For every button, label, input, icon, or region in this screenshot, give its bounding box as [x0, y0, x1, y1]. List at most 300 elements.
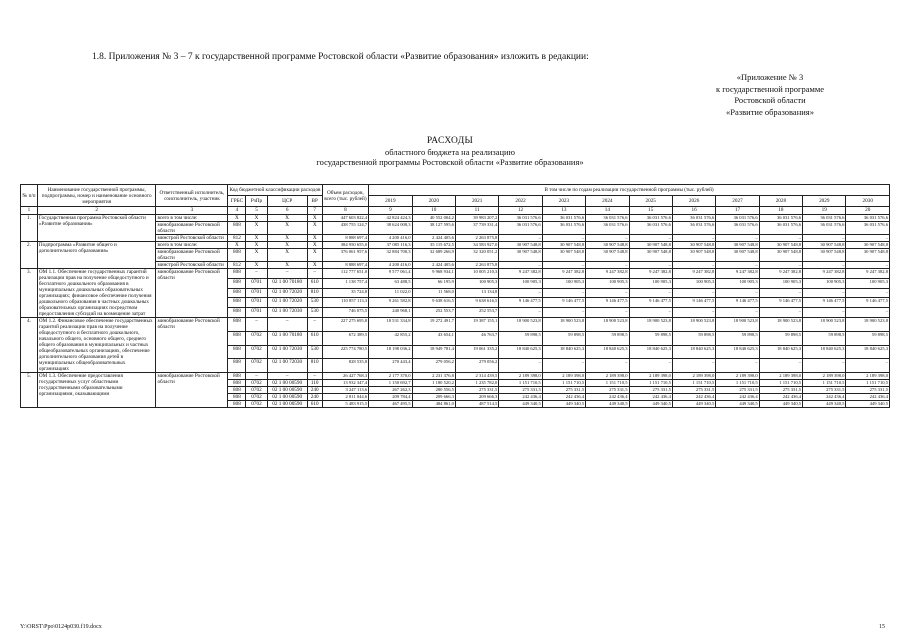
- row-executor: минобразование Ростовской области: [156, 249, 228, 262]
- cell-year-value: 2 189 398,0: [629, 373, 672, 380]
- cell-year-value: –: [586, 288, 629, 298]
- cell-year-value: 2 231 376,8: [412, 373, 455, 380]
- cell-year-value: 275 331,5: [586, 387, 629, 394]
- cell-year-value: 100 905,3: [846, 278, 890, 288]
- cell-total: 1 138 757,4: [322, 278, 369, 288]
- cell-grbs: 808: [228, 380, 246, 387]
- cell-year-value: 4 200 416,0: [369, 235, 412, 242]
- cell-year-value: 36 031 576,6: [846, 222, 890, 235]
- cell-year-value: 36 031 576,6: [759, 215, 802, 222]
- cell-year-value: 2 189 398,0: [542, 373, 585, 380]
- cell-total: 3 247 113,6: [322, 387, 369, 394]
- cell-rzpr: X: [246, 215, 267, 222]
- cell-year-value: 100 905,3: [716, 278, 759, 288]
- row-executor: минстрой Ростовской области: [156, 235, 228, 242]
- cell-year-value: 11 022,0: [369, 288, 412, 298]
- cell-year-value: 18 840 625,3: [672, 345, 715, 359]
- cell-csr: X: [267, 235, 307, 242]
- cell-vr: X: [307, 242, 322, 249]
- cell-year-value: 46 763,7: [455, 331, 498, 345]
- cell-total: 5 483 915,5: [322, 401, 369, 408]
- cell-vr: 810: [307, 288, 322, 298]
- cell-year-value: –: [629, 288, 672, 298]
- cell-year-value: 9 247 382,8: [586, 269, 629, 279]
- cell-year-value: 2 263 875,8: [455, 262, 498, 269]
- cell-rzpr: X: [246, 249, 267, 262]
- cell-year-value: 36 031 576,6: [629, 222, 672, 235]
- row-executor: минстрой Ростовской области: [156, 262, 228, 269]
- cell-year-value: –: [629, 235, 672, 242]
- cell-year-value: –: [759, 308, 802, 318]
- cell-csr: X: [267, 242, 307, 249]
- cell-total: 828 535,8: [322, 359, 369, 373]
- cell-vr: 610: [307, 278, 322, 288]
- column-number: 5: [246, 207, 267, 215]
- cell-year-value: –: [846, 308, 890, 318]
- cell-year-value: 36 031 576,6: [542, 215, 585, 222]
- cell-rzpr: 0701: [246, 298, 267, 308]
- cell-year-value: 9 247 382,8: [499, 269, 542, 279]
- cell-year-value: 36 031 576,6: [716, 215, 759, 222]
- column-number: 15: [629, 207, 672, 215]
- cell-year-value: 36 031 576,6: [803, 215, 846, 222]
- cell-total: 8 888 697,4: [322, 262, 369, 269]
- cell-year-value: 18 949 781,4: [412, 345, 455, 359]
- cell-vr: X: [307, 235, 322, 242]
- cell-csr: 02 1 00 70180: [267, 331, 307, 345]
- header-year: 2030: [846, 196, 890, 207]
- cell-year-value: 9 247 382,8: [542, 269, 585, 279]
- cell-year-value: 18 840 625,3: [629, 345, 672, 359]
- cell-year-value: –: [542, 308, 585, 318]
- cell-year-value: 59 898,5: [803, 331, 846, 345]
- cell-total: 447 603 822,4: [322, 215, 369, 222]
- cell-year-value: 30 907 548,8: [629, 249, 672, 262]
- column-number: 7: [307, 207, 322, 215]
- cell-year-value: 240 968,1: [369, 308, 412, 318]
- expenses-table: [20, 184, 890, 408]
- cell-year-value: 39 983 207,2: [455, 215, 498, 222]
- cell-year-value: 1 151 710,5: [586, 380, 629, 387]
- cell-grbs: 808: [228, 288, 246, 298]
- footer-file-path: Y:\ORST\Ppo\0124p030.f19.docx: [20, 624, 102, 630]
- cell-year-value: 100 905,3: [672, 278, 715, 288]
- cell-year-value: 19 272 491,7: [412, 318, 455, 332]
- cell-year-value: 242 436,4: [846, 394, 890, 401]
- cell-year-value: 275 331,5: [759, 387, 802, 394]
- cell-year-value: –: [499, 235, 542, 242]
- cell-year-value: –: [716, 288, 759, 298]
- row-number: 3.: [21, 269, 38, 318]
- column-number: 20: [846, 207, 890, 215]
- cell-rzpr: 0702: [246, 380, 267, 387]
- cell-year-value: 449 340,5: [716, 401, 759, 408]
- cell-year-value: 36 031 576,6: [499, 215, 542, 222]
- cell-grbs: 808: [228, 222, 246, 235]
- cell-year-value: 9 247 382,8: [803, 269, 846, 279]
- row-number: 2.: [21, 242, 38, 269]
- cell-year-value: 30 907 548,8: [759, 249, 802, 262]
- cell-total: 13 932 347,4: [322, 380, 369, 387]
- cell-grbs: 808: [228, 373, 246, 380]
- cell-year-value: 209 784,4: [369, 394, 412, 401]
- cell-year-value: 242 436,4: [672, 394, 715, 401]
- cell-grbs: 808: [228, 387, 246, 394]
- cell-year-value: 34 583 927,0: [455, 242, 498, 249]
- cell-year-value: 449 340,5: [803, 401, 846, 408]
- cell-year-value: 242 436,4: [716, 394, 759, 401]
- header-executor: Ответственный исполнитель, соисполнитель, участник: [156, 185, 228, 207]
- cell-grbs: 812: [228, 235, 246, 242]
- cell-year-value: –: [586, 262, 629, 269]
- header-rzpr: РзПр: [246, 196, 267, 207]
- header-by-years: В том числе по годам реализации государственной программы (тыс. рублей): [369, 185, 890, 196]
- cell-vr: X: [307, 222, 322, 235]
- header-total: Объем расходов, всего (тыс. рублей): [322, 185, 369, 207]
- cell-year-value: –: [716, 235, 759, 242]
- cell-year-value: 42 824 424,3: [369, 215, 412, 222]
- cell-year-value: 30 907 548,8: [586, 249, 629, 262]
- column-number: 4: [228, 207, 246, 215]
- cell-year-value: 18 840 625,3: [499, 345, 542, 359]
- cell-year-value: 9 261 582,8: [369, 298, 412, 308]
- cell-year-value: 18 900 523,8: [542, 318, 585, 332]
- cell-year-value: 30 907 548,8: [716, 242, 759, 249]
- cell-year-value: 9 146 477,5: [629, 298, 672, 308]
- appendix-line: «Приложение № 3: [736, 72, 804, 82]
- cell-grbs: 808: [228, 345, 246, 359]
- cell-year-value: 18 840 625,3: [846, 345, 890, 359]
- cell-year-value: 267 262,3: [369, 387, 412, 394]
- intro-text: 1.8. Приложения № 3 – 7 к государственной программе Ростовской области «Развитие образования» изложить в редакции:: [92, 52, 589, 62]
- cell-year-value: 30 907 548,8: [672, 242, 715, 249]
- cell-rzpr: 0702: [246, 401, 267, 408]
- table-row: [21, 242, 890, 249]
- cell-year-value: 18 900 523,8: [629, 318, 672, 332]
- title-line: РАСХОДЫ: [426, 136, 474, 146]
- cell-vr: 530: [307, 308, 322, 318]
- header-year: 2028: [759, 196, 802, 207]
- cell-year-value: 9 638 616,5: [412, 298, 455, 308]
- cell-year-value: 18 531 334,8: [369, 318, 412, 332]
- cell-year-value: 280 556,5: [412, 387, 455, 394]
- cell-year-value: 18 840 625,3: [586, 345, 629, 359]
- row-number: 5.: [21, 373, 38, 408]
- cell-grbs: 808: [228, 269, 246, 279]
- cell-csr: 02 1 00 00590: [267, 387, 307, 394]
- cell-total: 376 061 957,6: [322, 249, 369, 262]
- cell-total: 746 075,5: [322, 308, 369, 318]
- cell-year-value: –: [629, 308, 672, 318]
- cell-year-value: 9 146 477,5: [672, 298, 715, 308]
- cell-year-value: 275 331,5: [629, 387, 672, 394]
- cell-year-value: 18 840 625,3: [759, 345, 802, 359]
- cell-year-value: 30 907 548,8: [499, 249, 542, 262]
- cell-vr: 610: [307, 331, 322, 345]
- cell-year-value: 252 553,7: [455, 308, 498, 318]
- cell-rzpr: X: [246, 262, 267, 269]
- cell-vr: 530: [307, 298, 322, 308]
- cell-year-value: 100 905,3: [586, 278, 629, 288]
- cell-csr: X: [267, 215, 307, 222]
- row-executor: минобразование Ростовской области: [156, 318, 228, 373]
- cell-year-value: 59 898,5: [716, 331, 759, 345]
- header-year: 2026: [672, 196, 715, 207]
- row-number: 1.: [21, 215, 38, 242]
- header-year: 2019: [369, 196, 412, 207]
- column-number: 18: [759, 207, 802, 215]
- cell-year-value: 30 907 548,8: [586, 242, 629, 249]
- cell-year-value: 36 031 576,6: [846, 215, 890, 222]
- header-year: 2022: [499, 196, 542, 207]
- cell-year-value: 36 031 576,6: [759, 222, 802, 235]
- cell-year-value: 36 031 576,6: [499, 222, 542, 235]
- row-executor: минобразование Ростовской области: [156, 373, 228, 408]
- header-budget-code: Код бюджетной классификации расходов: [228, 185, 322, 196]
- row-number: 4.: [21, 318, 38, 373]
- cell-year-value: 2 189 398,0: [803, 373, 846, 380]
- cell-year-value: 242 436,4: [586, 394, 629, 401]
- cell-csr: 02 1 00 72030: [267, 359, 307, 373]
- cell-year-value: 18 840 625,3: [716, 345, 759, 359]
- cell-year-value: 1 151 710,5: [542, 380, 585, 387]
- cell-year-value: –: [542, 359, 585, 373]
- document-title: [240, 136, 660, 168]
- cell-year-value: –: [846, 288, 890, 298]
- header-csr: ЦСР: [267, 196, 307, 207]
- appendix-line: к государственной программе: [715, 83, 825, 94]
- cell-year-value: –: [803, 308, 846, 318]
- cell-vr: –: [307, 269, 322, 279]
- cell-year-value: 449 340,5: [672, 401, 715, 408]
- cell-year-value: 9 968 934,1: [412, 269, 455, 279]
- cell-rzpr: –: [246, 318, 267, 332]
- cell-year-value: 275 331,5: [803, 387, 846, 394]
- cell-grbs: 812: [228, 262, 246, 269]
- header-year: 2021: [455, 196, 498, 207]
- cell-year-value: 2 424 405,6: [412, 235, 455, 242]
- cell-year-value: 242 436,4: [542, 394, 585, 401]
- row-name: ОМ 1.2. Финансовое обеспечение государственных гарантий реализации прав на получение общедоступного и бесплатного дошкольного, начального общего, основного общего, среднего общего образования в муниципальных и частных общеобразовательных организациях, обеспечение дополнительного образования детей в муниципальных общеобразовательных организациях: [37, 318, 156, 373]
- cell-grbs: X: [228, 215, 246, 222]
- cell-total: 112 777 651,0: [322, 269, 369, 279]
- cell-year-value: 9 247 382,8: [716, 269, 759, 279]
- cell-year-value: 484 861,0: [412, 401, 455, 408]
- header-year: 2023: [542, 196, 585, 207]
- column-number: 9: [369, 207, 412, 215]
- cell-rzpr: X: [246, 235, 267, 242]
- cell-year-value: 2 189 398,0: [672, 373, 715, 380]
- cell-year-value: 30 907 548,8: [803, 242, 846, 249]
- cell-year-value: 100 905,3: [759, 278, 802, 288]
- cell-year-value: 467 495,5: [369, 401, 412, 408]
- cell-year-value: 19 061 335,2: [455, 345, 498, 359]
- cell-year-value: 275 331,5: [455, 387, 498, 394]
- cell-year-value: 36 031 576,6: [542, 222, 585, 235]
- cell-year-value: 9 146 477,5: [542, 298, 585, 308]
- cell-total: 8 888 697,4: [322, 235, 369, 242]
- cell-year-value: 449 340,5: [629, 401, 672, 408]
- column-number: 14: [586, 207, 629, 215]
- cell-csr: 02 1 00 72020: [267, 298, 307, 308]
- cell-year-value: 38 624 008,3: [369, 222, 412, 235]
- cell-year-value: 11 568,0: [412, 288, 455, 298]
- cell-year-value: –: [499, 359, 542, 373]
- cell-year-value: 1 151 710,5: [672, 380, 715, 387]
- cell-year-value: 270 443,4: [369, 359, 412, 373]
- header-year: 2025: [629, 196, 672, 207]
- cell-csr: X: [267, 262, 307, 269]
- cell-year-value: 35 115 672,5: [412, 242, 455, 249]
- cell-year-value: 1 151 710,5: [499, 380, 542, 387]
- cell-year-value: 449 340,5: [542, 401, 585, 408]
- cell-year-value: 2 189 398,0: [716, 373, 759, 380]
- title-line: областного бюджета на реализацию: [385, 146, 515, 157]
- cell-year-value: 242 436,4: [629, 394, 672, 401]
- cell-year-value: 2 189 398,0: [586, 373, 629, 380]
- cell-vr: X: [307, 249, 322, 262]
- cell-year-value: 30 907 548,8: [542, 242, 585, 249]
- column-number: 6: [267, 207, 307, 215]
- cell-year-value: 59 898,5: [846, 331, 890, 345]
- cell-year-value: –: [846, 359, 890, 373]
- cell-year-value: 2 177 370,0: [369, 373, 412, 380]
- cell-year-value: –: [586, 235, 629, 242]
- cell-year-value: 37 085 116,3: [369, 242, 412, 249]
- cell-year-value: 9 146 477,5: [846, 298, 890, 308]
- cell-year-value: –: [846, 235, 890, 242]
- cell-year-value: 30 907 548,8: [846, 249, 890, 262]
- cell-year-value: 100 905,3: [499, 278, 542, 288]
- header-vr: ВР: [307, 196, 322, 207]
- table-row: [21, 269, 890, 279]
- cell-year-value: –: [759, 262, 802, 269]
- cell-year-value: 30 907 548,8: [759, 242, 802, 249]
- cell-year-value: 2 189 398,0: [846, 373, 890, 380]
- cell-year-value: 36 031 576,6: [629, 215, 672, 222]
- header-year: 2024: [586, 196, 629, 207]
- cell-csr: 02 1 00 72030: [267, 308, 307, 318]
- cell-year-value: 63 488,5: [369, 278, 412, 288]
- cell-year-value: 36 031 576,6: [586, 222, 629, 235]
- cell-year-value: 30 907 548,8: [716, 249, 759, 262]
- column-number: 16: [672, 207, 715, 215]
- column-number: 13: [542, 207, 585, 215]
- row-name: Государственная программа Ростовской области «Развитие образования»: [37, 215, 156, 242]
- cell-year-value: 18 900 523,8: [672, 318, 715, 332]
- cell-year-value: 18 900 523,8: [759, 318, 802, 332]
- cell-year-value: 275 331,5: [716, 387, 759, 394]
- cell-year-value: 30 907 548,8: [499, 242, 542, 249]
- cell-year-value: –: [586, 308, 629, 318]
- cell-year-value: 18 900 523,8: [586, 318, 629, 332]
- cell-grbs: 808: [228, 308, 246, 318]
- cell-csr: –: [267, 269, 307, 279]
- title-line: государственной программы Ростовской области «Развитие образования»: [316, 157, 584, 167]
- cell-year-value: 1 151 710,5: [846, 380, 890, 387]
- column-number: 17: [716, 207, 759, 215]
- cell-year-value: 487 514,5: [455, 401, 498, 408]
- cell-year-value: 275 331,5: [672, 387, 715, 394]
- cell-rzpr: 0701: [246, 288, 267, 298]
- cell-year-value: 18 840 625,3: [542, 345, 585, 359]
- cell-grbs: 808: [228, 401, 246, 408]
- cell-csr: 02 1 00 00590: [267, 401, 307, 408]
- cell-year-value: 2 189 398,0: [759, 373, 802, 380]
- cell-year-value: –: [672, 308, 715, 318]
- table-row: [21, 318, 890, 332]
- cell-csr: X: [267, 249, 307, 262]
- cell-rzpr: 0702: [246, 387, 267, 394]
- cell-year-value: 279 056,2: [455, 359, 498, 373]
- cell-year-value: 66 195,9: [412, 278, 455, 288]
- header-year: 2027: [716, 196, 759, 207]
- cell-year-value: 1 151 710,5: [759, 380, 802, 387]
- cell-total: 35 724,8: [322, 288, 369, 298]
- cell-year-value: –: [499, 308, 542, 318]
- cell-year-value: 32 884 700,3: [369, 249, 412, 262]
- cell-vr: X: [307, 262, 322, 269]
- cell-year-value: 40 552 004,2: [412, 215, 455, 222]
- appendix-line: «Развитие образования»: [726, 106, 814, 117]
- cell-total: 110 857 113,3: [322, 298, 369, 308]
- cell-grbs: 808: [228, 298, 246, 308]
- row-executor: минобразование Ростовской области: [156, 222, 228, 235]
- cell-year-value: 59 898,5: [629, 331, 672, 345]
- cell-year-value: –: [499, 262, 542, 269]
- cell-year-value: 30 907 548,8: [629, 242, 672, 249]
- cell-rzpr: 0702: [246, 394, 267, 401]
- cell-grbs: 808: [228, 394, 246, 401]
- cell-vr: –: [307, 373, 322, 380]
- cell-year-value: 449 340,5: [586, 401, 629, 408]
- cell-year-value: 18 840 625,3: [803, 345, 846, 359]
- cell-csr: –: [267, 373, 307, 380]
- cell-year-value: –: [629, 262, 672, 269]
- cell-year-value: 36 031 576,6: [586, 215, 629, 222]
- cell-rzpr: 0701: [246, 278, 267, 288]
- cell-vr: 530: [307, 345, 322, 359]
- cell-year-value: 36 031 576,6: [672, 215, 715, 222]
- cell-total: 2 811 044,6: [322, 394, 369, 401]
- cell-year-value: 100 905,3: [455, 278, 498, 288]
- cell-year-value: 100 905,3: [542, 278, 585, 288]
- cell-year-value: 59 898,5: [542, 331, 585, 345]
- cell-year-value: 100 905,3: [803, 278, 846, 288]
- cell-year-value: 209 666,3: [412, 394, 455, 401]
- table-row: [21, 373, 890, 380]
- cell-csr: 02 1 00 70180: [267, 278, 307, 288]
- cell-year-value: 2 314 439,5: [455, 373, 498, 380]
- cell-year-value: –: [803, 288, 846, 298]
- cell-year-value: –: [586, 359, 629, 373]
- cell-year-value: 30 907 548,8: [672, 249, 715, 262]
- cell-csr: 02 1 00 00590: [267, 394, 307, 401]
- header-grbs: ГРБС: [228, 196, 246, 207]
- cell-year-value: 59 898,5: [499, 331, 542, 345]
- header-no: № п/п: [21, 185, 38, 207]
- row-executor: всего в том числе:: [156, 242, 228, 249]
- cell-vr: X: [307, 215, 322, 222]
- cell-total: 384 950 655,0: [322, 242, 369, 249]
- cell-year-value: 1 150 692,7: [369, 380, 412, 387]
- row-name: ОМ 1.1. Обеспечение государственных гарантий реализации прав на получение общедоступного и бесплатного дошкольного образования в муниципальных дошкольных образовательных организациях; финансовое обеспечение получения дошкольного образования в частных дошкольных образовательных организациях посредством предоставления субсидий на возмещение затрат: [37, 269, 156, 318]
- cell-year-value: –: [542, 262, 585, 269]
- cell-year-value: 242 436,4: [499, 394, 542, 401]
- cell-grbs: X: [228, 242, 246, 249]
- cell-year-value: 9 247 382,8: [672, 269, 715, 279]
- cell-year-value: 1 151 710,5: [803, 380, 846, 387]
